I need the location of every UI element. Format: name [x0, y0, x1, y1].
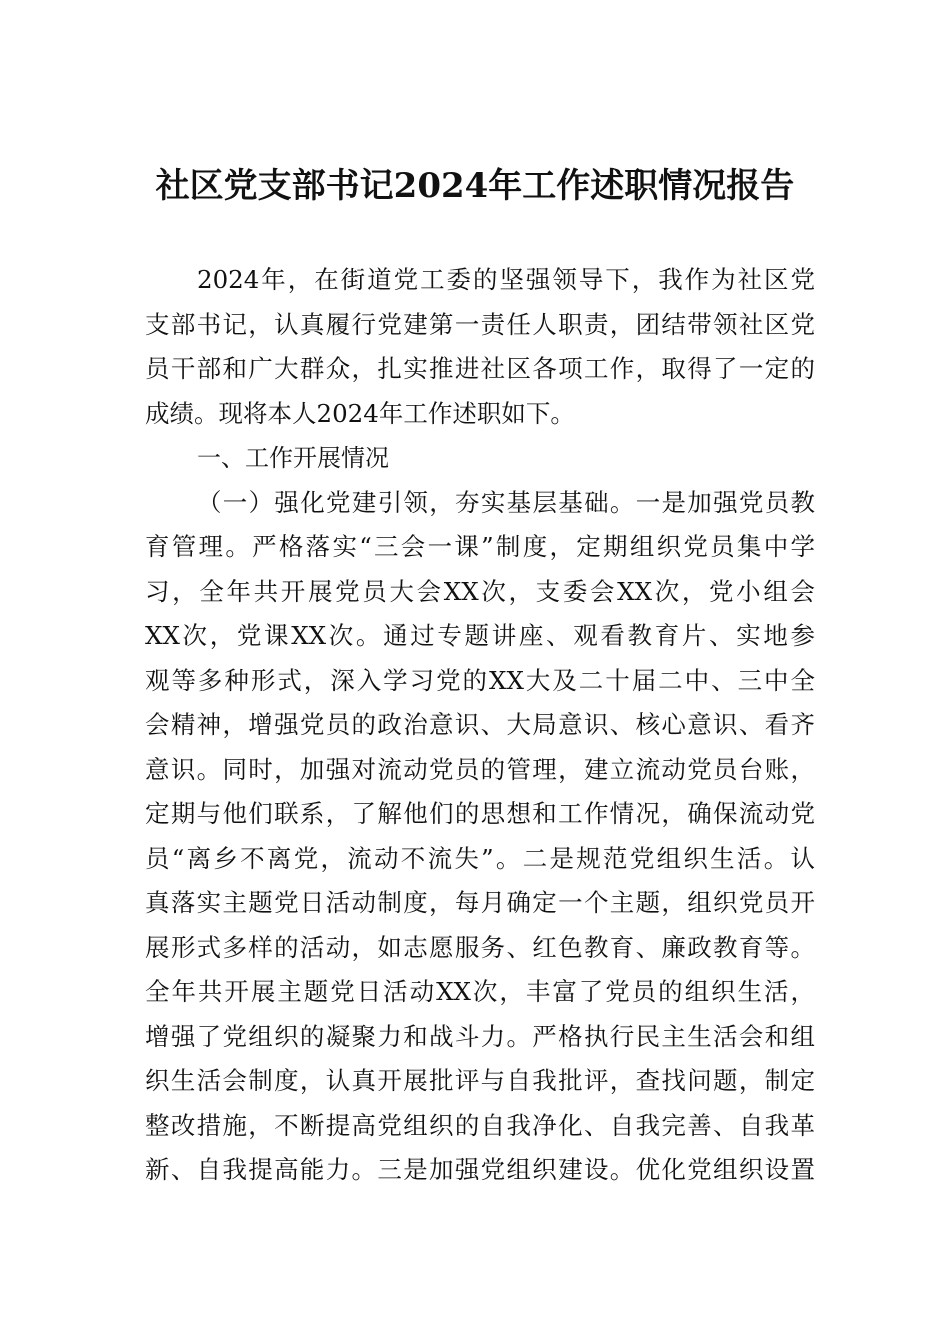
body-line: 育管理。严格落实“三会一课”制度，定期组织党员集中学	[145, 532, 815, 561]
body-line: 习，全年共开展党员大会XX次，支委会XX次，党小组会	[145, 576, 815, 606]
body-line: 新、自我提高能力。三是加强党组织建设。优化党组织设置	[145, 1155, 815, 1184]
intro-line: 支部书记，认真履行党建第一责任人职责，团结带领社区党	[145, 309, 815, 339]
body-line: 整改措施，不断提高党组织的自我净化、自我完善、自我革	[145, 1110, 815, 1140]
body-line: 展形式多样的活动，如志愿服务、红色教育、廉政教育等。	[145, 932, 815, 962]
intro-line: 员干部和广大群众，扎实推进社区各项工作，取得了一定的	[145, 354, 815, 383]
body-line: XX次，党课XX次。通过专题讲座、观看教育片、实地参	[145, 621, 815, 650]
subsection-first-line-rest: 一是加强党员教	[635, 487, 816, 517]
intro-line: 2024年，在街道党工委的坚强领导下，我作为社区党	[197, 265, 815, 294]
body-line: 真落实主题党日活动制度，每月确定一个主题，组织党员开	[145, 888, 815, 917]
section-heading: 一、工作开展情况	[197, 444, 389, 472]
document-body	[145, 258, 815, 1193]
body-line: 织生活会制度，认真开展批评与自我批评，查找问题，制定	[145, 1066, 815, 1095]
document-title: 社区党支部书记2024年工作述职情况报告	[155, 166, 795, 206]
body-line: 全年共开展主题党日活动XX次，丰富了党员的组织生活，	[145, 977, 815, 1006]
intro-line: 成绩。现将本人2024年工作述职如下。	[145, 398, 575, 428]
body-line: 员“离乡不离党，流动不流失”。二是规范党组织生活。认	[145, 843, 815, 873]
body-line: 增强了党组织的凝聚力和战斗力。严格执行民主生活会和组	[145, 1021, 815, 1051]
subsection-first-line	[145, 481, 815, 526]
subsection-title: （一）强化党建引领，夯实基层基础。	[197, 487, 636, 517]
body-line: 会精神，增强党员的政治意识、大局意识、核心意识、看齐	[145, 710, 815, 739]
body-line: 定期与他们联系，了解他们的思想和工作情况，确保流动党	[145, 799, 815, 828]
body-line: 观等多种形式，深入学习党的XX大及二十届二中、三中全	[145, 665, 815, 695]
body-line: 意识。同时，加强对流动党员的管理，建立流动党员台账，	[145, 754, 815, 784]
